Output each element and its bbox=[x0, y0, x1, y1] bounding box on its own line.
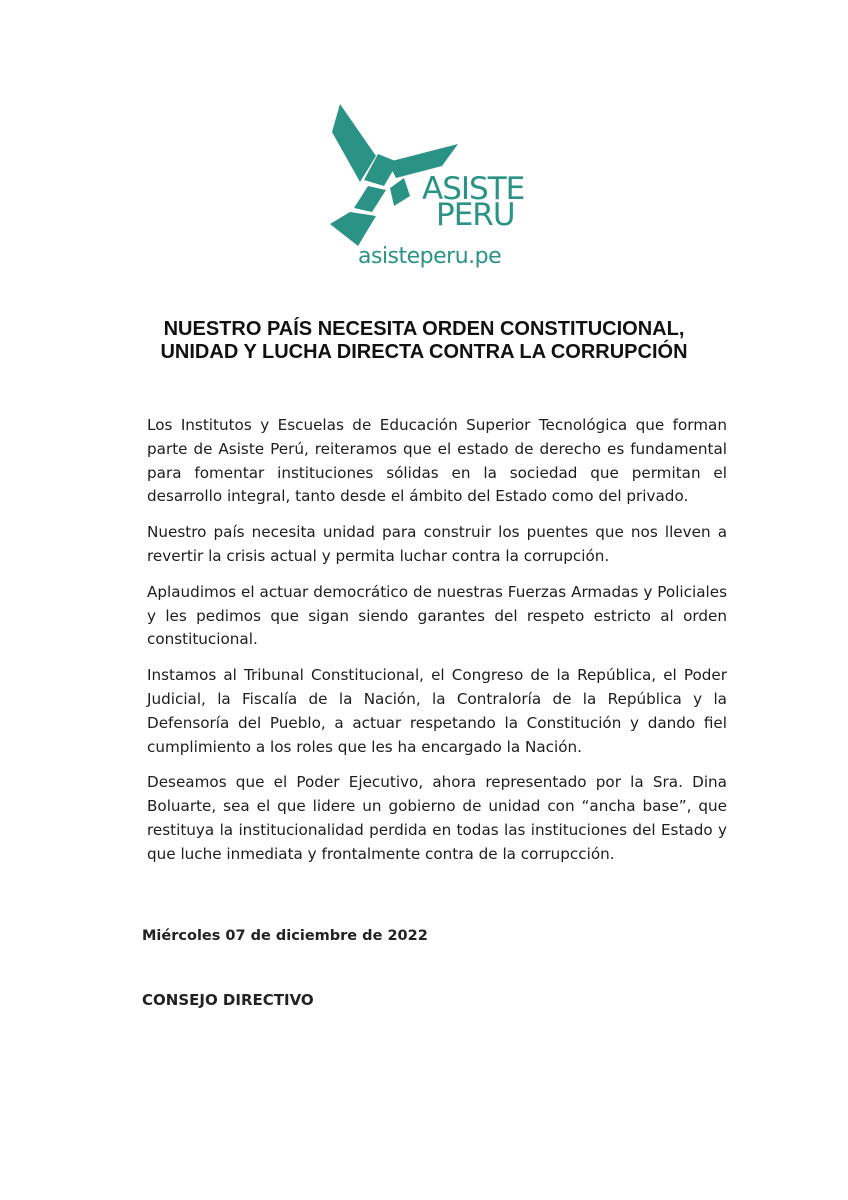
paragraph-2: Nuestro país necesita unidad para construir los puentes que nos lleven a revertir la crisis actual y permita luchar contra la corrupción. bbox=[147, 523, 727, 565]
paragraph-5: Deseamos que el Poder Ejecutivo, ahora representado por la Sra. Dina Boluarte, sea el que lidere un gobierno de unidad con “ancha base”, que restituya la institucionalidad perdida en todas las instituciones del Estado y que luche inmediata y frontalmente contra de la corrupcción. bbox=[147, 773, 727, 863]
page-title bbox=[130, 318, 718, 364]
paragraph-1: Los Institutos y Escuelas de Educación Superior Tecnológica que forman parte de Asiste Perú, reiteramos que el estado de derecho es fundamental para fomentar instituciones sólidas en la sociedad que permitan el desarrollo integral, tanto desde el ámbito del Estado como del privado. bbox=[147, 416, 727, 506]
statement-date: Miércoles 07 de diciembre de 2022 bbox=[142, 928, 428, 944]
logo-word-peru: PERU bbox=[436, 197, 515, 233]
title-line-1: NUESTRO PAÍS NECESITA ORDEN CONSTITUCIONAL, bbox=[163, 318, 685, 340]
logo-word-asiste: ASISTE bbox=[422, 171, 525, 207]
paragraph-4: Instamos al Tribunal Constitucional, el Congreso de la República, el Poder Judicial, la Fiscalía de la Nación, la Contraloría de la República y la Defensoría del Pueblo, a actuar respetando la Constitución y dando fiel cumplimiento a los roles que les ha encargado la Nación. bbox=[147, 666, 727, 756]
paragraph-3: Aplaudimos el actuar democrático de nuestras Fuerzas Armadas y Policiales y les pedimos que sigan siendo garantes del respeto estricto al orden constitucional. bbox=[147, 582, 727, 649]
logo-website: asisteperu.pe bbox=[358, 244, 502, 269]
asiste-peru-logo bbox=[330, 104, 530, 274]
signature: CONSEJO DIRECTIVO bbox=[142, 991, 314, 1009]
title-line-2: UNIDAD Y LUCHA DIRECTA CONTRA LA CORRUPCIÓN bbox=[160, 341, 688, 363]
statement-body bbox=[147, 414, 727, 879]
